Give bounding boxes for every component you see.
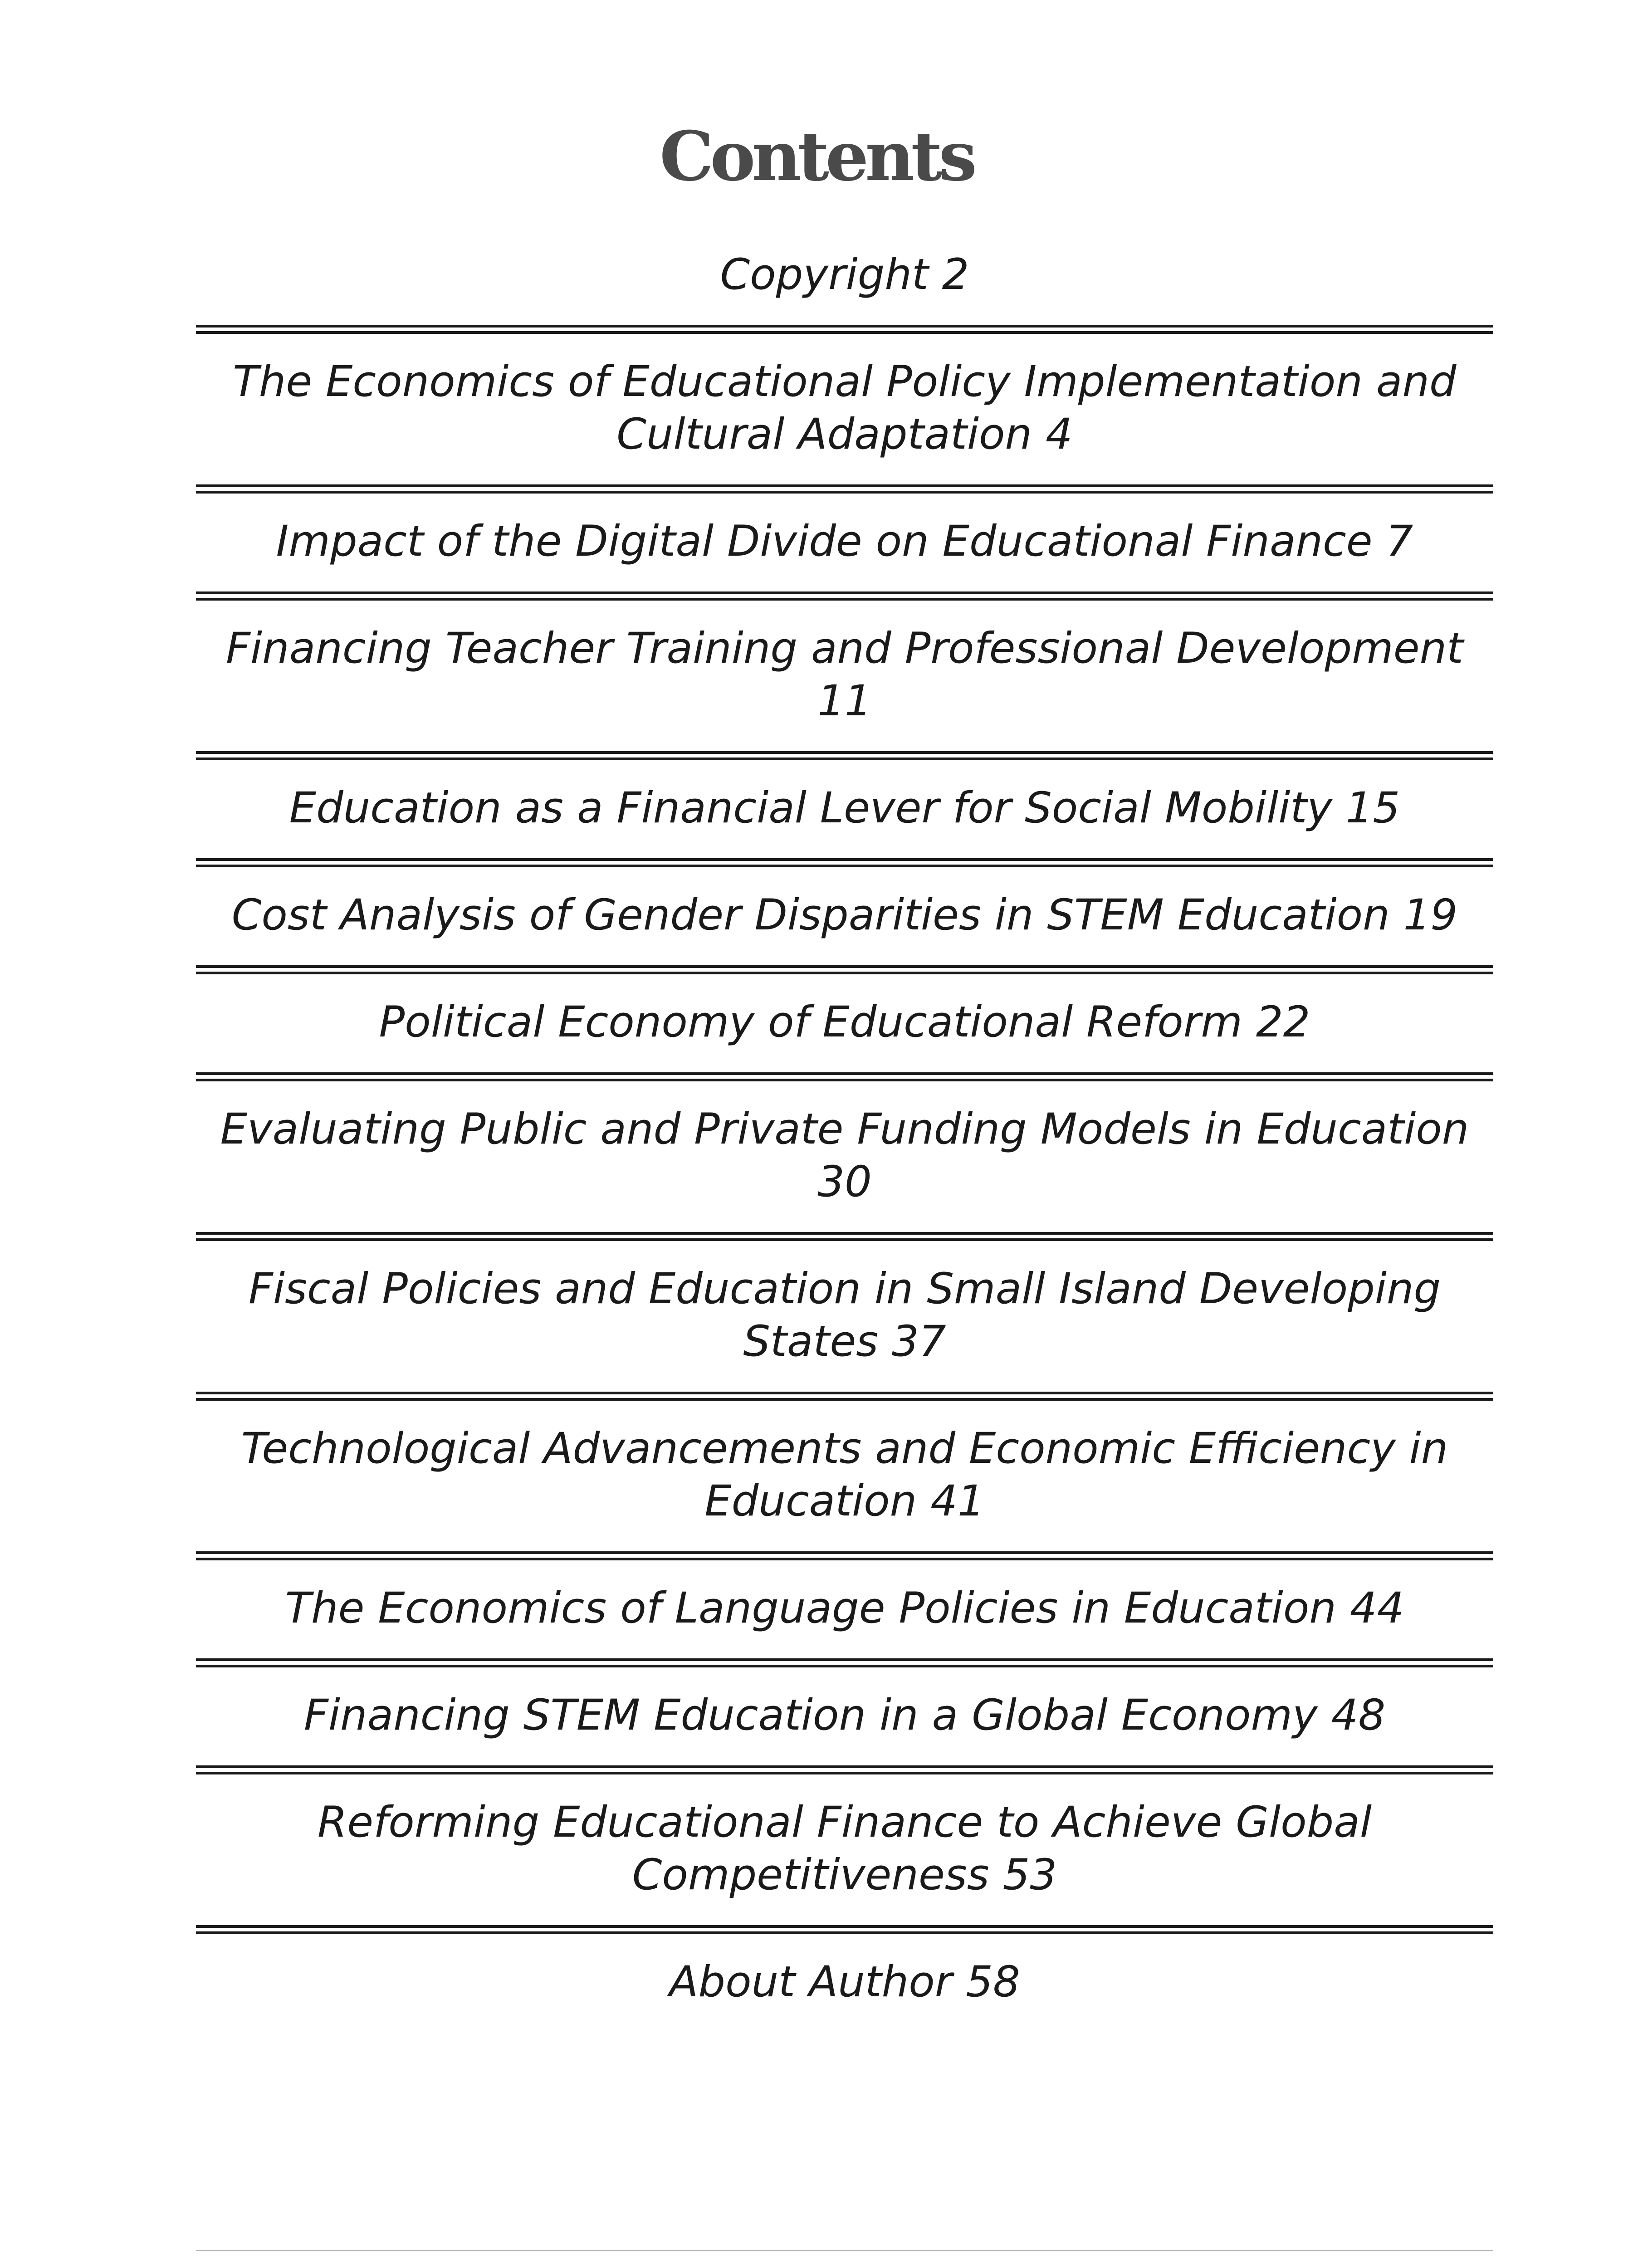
- toc-separator: [196, 591, 1493, 601]
- toc-entry-social-mobility[interactable]: Education as a Financial Lever for Social Mobility 15: [289, 783, 1400, 833]
- toc-entry-political-economy[interactable]: Political Economy of Educational Reform 22: [379, 997, 1310, 1047]
- toc-entry-about-author[interactable]: About Author 58: [669, 1957, 1020, 2007]
- toc-entry-teacher-training[interactable]: Financing Teacher Training and Professional Development 11: [225, 624, 1464, 726]
- toc-separator: [196, 751, 1493, 760]
- toc-separator: [196, 1925, 1493, 1934]
- toc-separator: [196, 484, 1493, 494]
- toc-separator: [196, 858, 1493, 867]
- toc-separator: [196, 965, 1493, 974]
- toc-entry-funding-models[interactable]: Evaluating Public and Private Funding Models in Education 30: [220, 1105, 1469, 1207]
- toc-separator: [196, 1765, 1493, 1774]
- toc-separator: [196, 325, 1493, 334]
- footer-divider: [196, 2250, 1493, 2251]
- toc-separator: [196, 1232, 1493, 1241]
- toc-entry-language-policies[interactable]: The Economics of Language Policies in Education 44: [285, 1584, 1404, 1633]
- toc-entry-global-competitiveness[interactable]: Reforming Educational Finance to Achieve Global Competitiveness 53: [317, 1798, 1372, 1900]
- toc-separator: [196, 1658, 1493, 1667]
- table-of-contents: [196, 240, 1493, 2022]
- toc-entry-digital-divide[interactable]: Impact of the Digital Divide on Educational Finance 7: [276, 517, 1413, 566]
- toc-entry-technological-advancements[interactable]: Technological Advancements and Economic Efficiency in Education 41: [241, 1424, 1448, 1526]
- toc-separator: [196, 1072, 1493, 1081]
- toc-separator: [196, 1551, 1493, 1560]
- toc-entry-small-island-states[interactable]: Fiscal Policies and Education in Small Island Developing States 37: [248, 1264, 1441, 1366]
- toc-entry-copyright[interactable]: Copyright 2: [720, 250, 969, 299]
- toc-entry-gender-disparities[interactable]: Cost Analysis of Gender Disparities in STEM Education 19: [231, 890, 1458, 940]
- toc-entry-stem-global-economy[interactable]: Financing STEM Education in a Global Economy 48: [303, 1691, 1386, 1740]
- toc-entry-policy-implementation[interactable]: The Economics of Educational Policy Implementation and Cultural Adaptation 4: [233, 357, 1457, 459]
- page-title: Contents: [659, 117, 973, 196]
- toc-separator: [196, 1392, 1493, 1401]
